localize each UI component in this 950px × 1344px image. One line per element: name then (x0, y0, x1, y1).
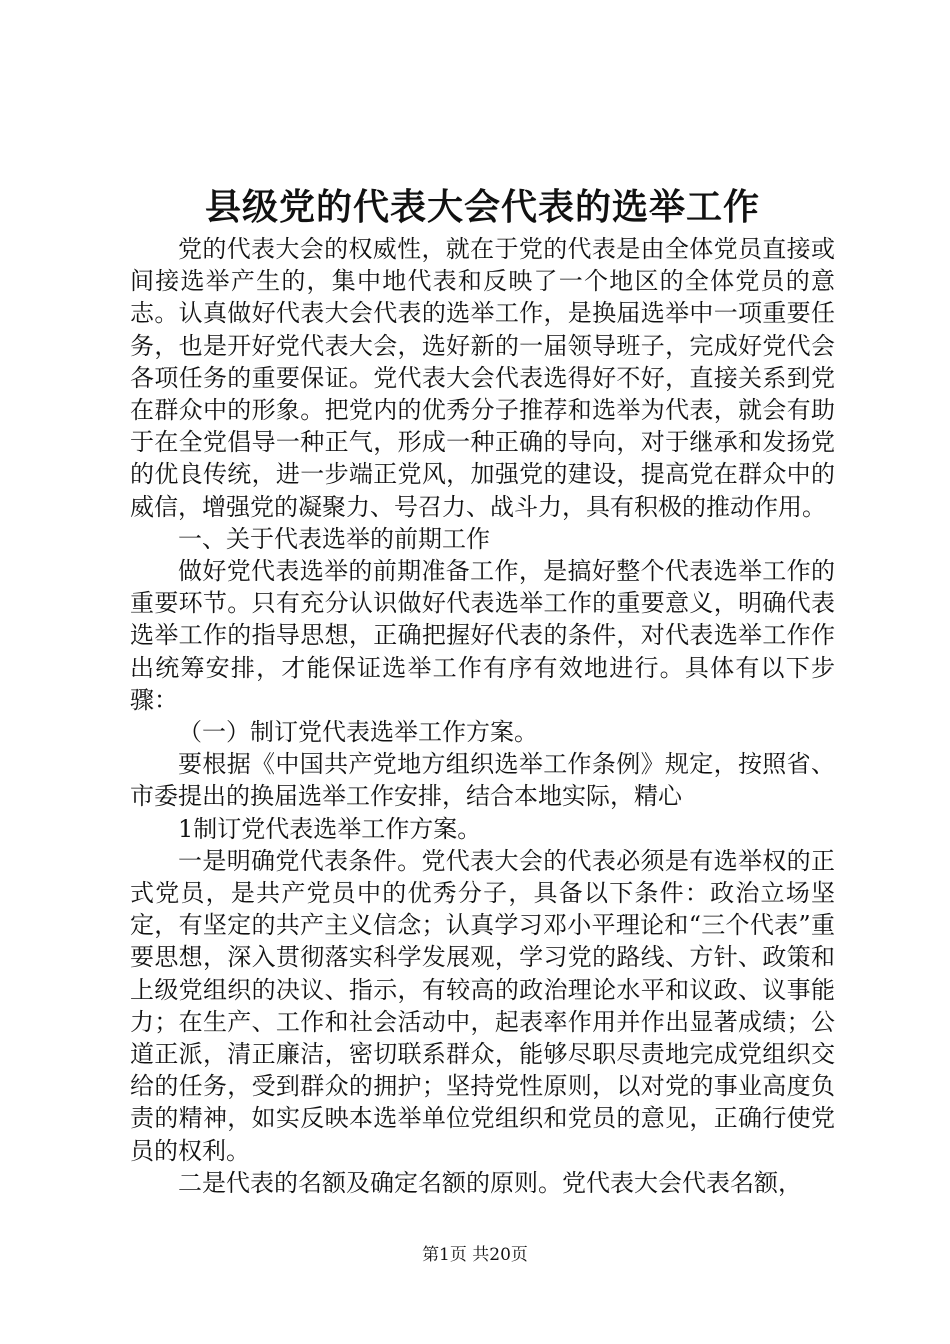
document-body (130, 233, 835, 1199)
paragraph-plan: 1制订党代表选举工作方案。 (178, 814, 482, 843)
section-heading-1: 一、关于代表选举的前期工作 (178, 524, 490, 553)
page-title: 县级党的代表大会代表的选举工作 (204, 187, 760, 228)
paragraph-intro: 党的代表大会的权威性，就在于党的代表是由全体党员直接或间接选举产生的，集中地代表和反映了一个地区的全体党员的意志。认真做好代表大会代表的选举工作，是换届选举中一项重要任务，也是开好党代表大会，选好新的一届领导班子，完成好党代会各项任务的重要保证。党代表大会代表选得好不好，直接关系到党在群众中的形象。把党内的优秀分子推荐和选举为代表，就会有助于在全党倡导一种正气，形成一种正确的导向，对于继承和发扬党的优良传统，进一步端正党风，加强党的建设，提高党在群众中的威信，增强党的凝聚力、号召力、战斗力，具有积极的推动作用。 (130, 235, 835, 521)
paragraph-regulation: 要根据《中国共产党地方组织选举工作条例》规定，按照省、市委提出的换届选举工作安排，结合本地实际，精心 (130, 750, 835, 811)
page-footer: 第1页 共20页 (422, 1245, 528, 1265)
paragraph-quota: 二是代表的名额及确定名额的原则。党代表大会代表名额， (178, 1168, 802, 1197)
subsection-heading-1: （一）制订党代表选举工作方案。 (178, 718, 538, 747)
paragraph-conditions: 一是明确党代表条件。党代表大会的代表必须是有选举权的正式党员，是共产党员中的优秀分子，具备以下条件：政治立场坚定，有坚定的共产主义信念；认真学习邓小平理论和“三个代表”重要思想，深入贯彻落实科学发展观，学习党的路线、方针、政策和上级党组织的决议、指示，有较高的政治理论水平和议政、议事能力；在生产、工作和社会活动中，起表率作用并作出显著成绩；公道正派，清正廉洁，密切联系群众，能够尽职尽责地完成党组织交给的任务，受到群众的拥护；坚持党性原则，以对党的事业高度负责的精神，如实反映本选举单位党组织和党员的意见，正确行使党员的权利。 (130, 846, 835, 1165)
paragraph-prep-work: 做好党代表选举的前期准备工作，是搞好整个代表选举工作的重要环节。只有充分认识做好代表选举工作的重要意义，明确代表选举工作的指导思想，正确把握好代表的条件，对代表选举工作作出统筹安排，才能保证选举工作有序有效地进行。具体有以下步骤： (130, 557, 835, 714)
document-page (130, 0, 835, 1344)
